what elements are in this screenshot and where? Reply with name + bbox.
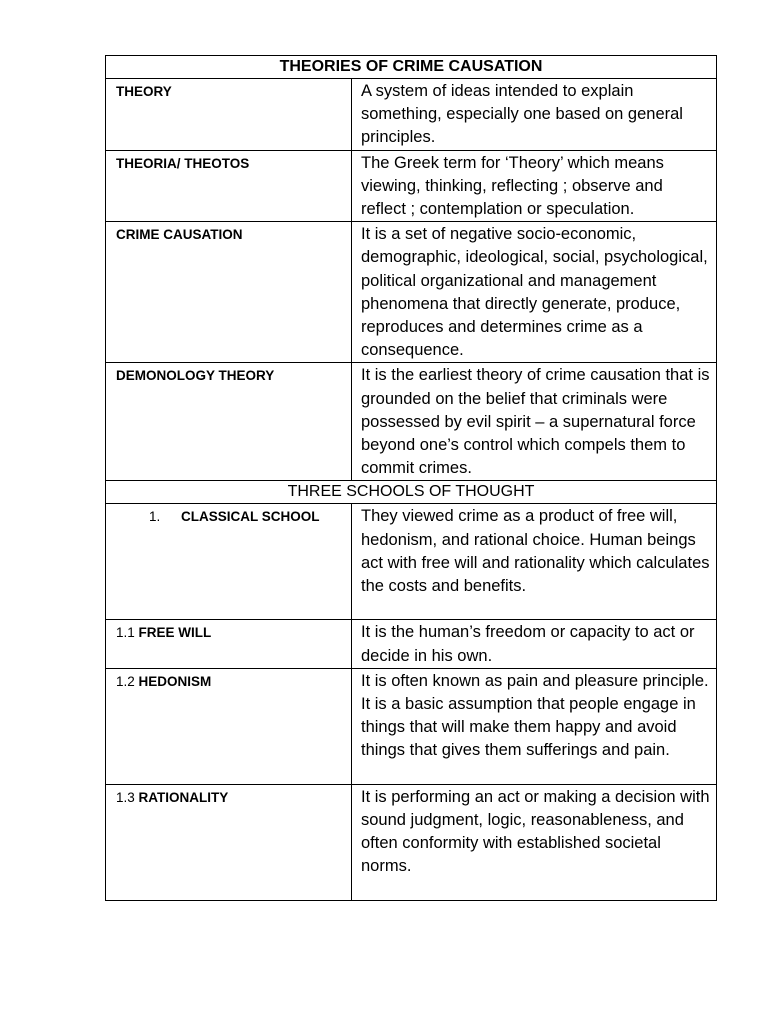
table-row-crime-causation	[106, 222, 717, 363]
table-row-free-will	[106, 620, 717, 668]
title-row	[106, 56, 717, 79]
term-cell	[106, 668, 352, 784]
table-title: THEORIES OF CRIME CAUSATION	[106, 56, 717, 79]
item-term: RATIONALITY	[138, 789, 229, 805]
term-cell	[106, 620, 352, 668]
definition-cell: It is often known as pain and pleasure principle. It is a basic assumption that people engage in things that will make them happy and avoid things that gives them sufferings and pain.	[352, 668, 717, 784]
item-term: CLASSICAL SCHOOL	[181, 509, 320, 525]
table-row-theoria	[106, 150, 717, 222]
definition-cell: They viewed crime as a product of free will, hedonism, and rational choice. Human beings act with free will and rationality which calculates the costs and benefits.	[352, 504, 717, 620]
item-number: 1.	[149, 509, 161, 525]
item-term: FREE WILL	[138, 625, 212, 641]
theories-table	[105, 55, 717, 901]
table-row-rationality	[106, 784, 717, 900]
table-row-hedonism	[106, 668, 717, 784]
definition-cell: A system of ideas intended to explain something, especially one based on general principles.	[352, 79, 717, 151]
table-row-demonology	[106, 363, 717, 481]
definition-cell: It is performing an act or making a decision with sound judgment, logic, reasonableness, and often conformity with established societal norms.	[352, 784, 717, 900]
term-cell: CRIME CAUSATION	[106, 222, 352, 363]
term-cell	[106, 504, 352, 620]
definition-cell: It is the human’s freedom or capacity to act or decide in his own.	[352, 620, 717, 668]
term-cell: THEORIA/ THEOTOS	[106, 150, 352, 222]
item-number: 1.2	[116, 673, 135, 689]
table-row-theory	[106, 79, 717, 151]
term-cell: THEORY	[106, 79, 352, 151]
section-row	[106, 481, 717, 504]
term-cell	[106, 784, 352, 900]
definition-cell: It is a set of negative socio-economic, demographic, ideological, social, psychological, political organizational and management phenomena that directly generate, produce, reproduces and determines crime as a consequence.	[352, 222, 717, 363]
table-row-classical-school	[106, 504, 717, 620]
item-number: 1.1	[116, 625, 135, 641]
definition-cell: The Greek term for ‘Theory’ which means viewing, thinking, reflecting ; observe and reflect ; contemplation or speculation.	[352, 150, 717, 222]
definition-cell: It is the earliest theory of crime causation that is grounded on the belief that criminals were possessed by evil spirit – a supernatural force beyond one’s control which compels them to commit crimes.	[352, 363, 717, 481]
section-heading: THREE SCHOOLS OF THOUGHT	[106, 481, 717, 504]
term-cell: DEMONOLOGY THEORY	[106, 363, 352, 481]
item-term: HEDONISM	[138, 673, 212, 689]
item-number: 1.3	[116, 789, 135, 805]
